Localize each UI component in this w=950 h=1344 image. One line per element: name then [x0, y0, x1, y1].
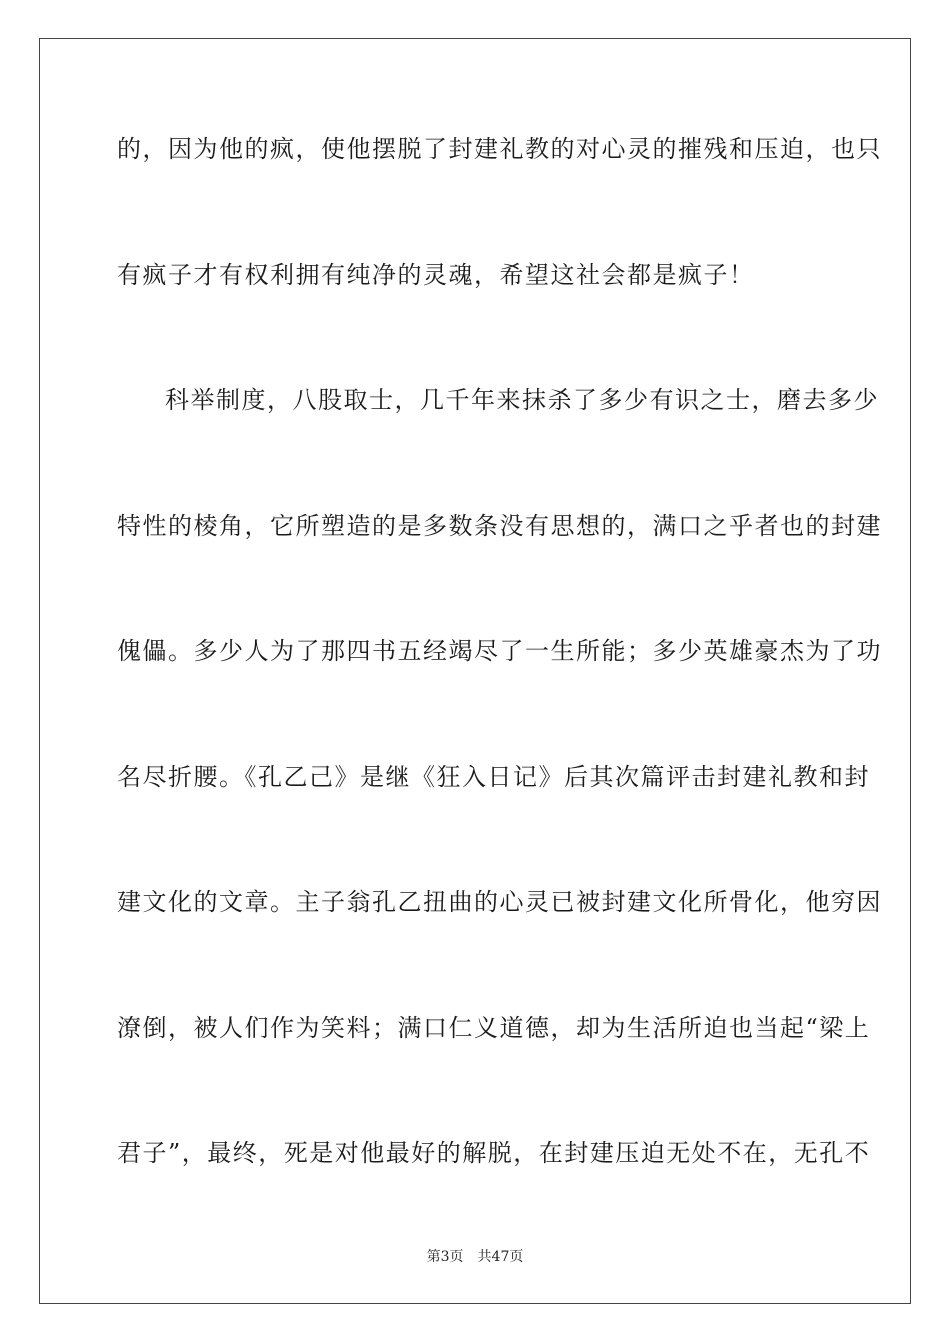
- page-border: [39, 38, 911, 1304]
- body-text-line-7: 建文化的文章。主子翁孔乙扭曲的心灵已被封建文化所骨化，他穷因: [117, 888, 882, 916]
- page-total: 共47页: [477, 1249, 524, 1265]
- body-text-line-1: 的，因为他的疯，使他摆脱了封建礼教的对心灵的摧残和压迫，也只: [117, 135, 882, 163]
- body-text-line-3: 科举制度，八股取士，几千年来抹杀了多少有识之士，磨去多少: [165, 386, 879, 414]
- body-text-line-9: 君子”，最终，死是对他最好的解脱，在封建压迫无处不在，无孔不: [117, 1139, 871, 1167]
- page-number: 第3页: [426, 1249, 464, 1265]
- body-text-line-5: 傀儡。多少人为了那四书五经竭尽了一生所能；多少英雄豪杰为了功: [117, 637, 882, 665]
- body-text-line-8: 潦倒，被人们作为笑料；满口仁义道德，却为生活所迫也当起“梁上: [117, 1014, 871, 1042]
- body-text-line-6: 名尽折腰。《孔乙己》是继《狂入日记》后其次篇评击封建礼教和封: [117, 763, 870, 791]
- body-text-line-4: 特性的棱角，它所塑造的是多数条没有思想的，满口之乎者也的封建: [117, 512, 882, 540]
- page-footer: [0, 1248, 950, 1266]
- body-text-line-2: 有疯子才有权利拥有纯净的灵魂，希望这社会都是疯子！: [117, 261, 755, 289]
